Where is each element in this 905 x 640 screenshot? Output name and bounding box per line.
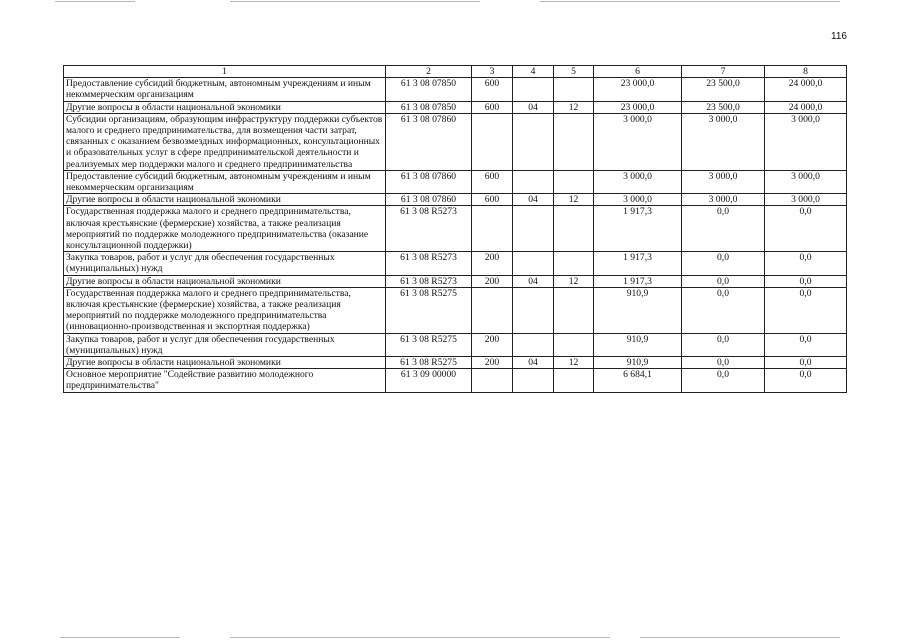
row-amount-year2-cell: 23 500,0 <box>682 78 765 101</box>
row-amount-year1-cell: 6 684,1 <box>594 369 682 392</box>
table-row <box>64 369 847 392</box>
row-name-cell: Другие вопросы в области национальной экономики <box>64 275 386 287</box>
page-number: 116 <box>831 31 847 42</box>
row-expense-type-cell: 200 <box>472 333 513 356</box>
row-amount-year2-cell: 0,0 <box>682 369 765 392</box>
table-row <box>64 275 847 287</box>
row-code-cell: 61 3 09 00000 <box>386 369 472 392</box>
row-expense-type-cell <box>472 287 513 333</box>
row-section-cell: 04 <box>513 275 554 287</box>
row-section-cell <box>513 369 554 392</box>
row-expense-type-cell: 600 <box>472 101 513 113</box>
row-name-cell: Основное мероприятие "Содействие развитию молодежного предпринимательства" <box>64 369 386 392</box>
row-expense-type-cell: 600 <box>472 78 513 101</box>
row-subsection-cell: 12 <box>554 101 594 113</box>
row-subsection-cell: 12 <box>554 275 594 287</box>
header-cell: 6 <box>594 66 682 78</box>
row-amount-year2-cell: 0,0 <box>682 252 765 275</box>
row-name-cell: Субсидии организациям, образующим инфраструктуру поддержки субъектов малого и среднего предпринимательства, для возмещения части затрат, связанных с оказанием безвозмездных информационных, консультационных и образовательных услуг в сфере предпринимательской деятельности и реализуемых мер поддержки малого и среднего предпринимательства <box>64 113 386 170</box>
row-subsection-cell <box>554 287 594 333</box>
row-amount-year1-cell: 910,9 <box>594 357 682 369</box>
row-name-cell: Предоставление субсидий бюджетным, автономным учреждениям и иным некоммерческим организациям <box>64 170 386 193</box>
scan-edge-bottom-left <box>60 637 180 638</box>
row-expense-type-cell: 600 <box>472 194 513 206</box>
row-code-cell: 61 3 08 07860 <box>386 113 472 170</box>
header-cell: 1 <box>64 66 386 78</box>
row-expense-type-cell: 600 <box>472 170 513 193</box>
row-amount-year3-cell: 24 000,0 <box>765 101 847 113</box>
row-section-cell <box>513 78 554 101</box>
row-subsection-cell <box>554 333 594 356</box>
row-amount-year2-cell: 0,0 <box>682 357 765 369</box>
header-cell: 7 <box>682 66 765 78</box>
row-amount-year1-cell: 910,9 <box>594 333 682 356</box>
row-amount-year3-cell: 24 000,0 <box>765 78 847 101</box>
header-cell: 4 <box>513 66 554 78</box>
row-amount-year1-cell: 3 000,0 <box>594 113 682 170</box>
row-section-cell <box>513 252 554 275</box>
row-amount-year1-cell: 910,9 <box>594 287 682 333</box>
table-row <box>64 252 847 275</box>
scan-edge-top-right <box>540 1 840 2</box>
row-name-cell: Государственная поддержка малого и среднего предпринимательства, включая крестьянские (фермерские) хозяйства, а также реализация мероприятий по поддержке молодежного предпринимательства (оказание консультационной поддержки) <box>64 206 386 252</box>
row-amount-year1-cell: 3 000,0 <box>594 194 682 206</box>
row-subsection-cell <box>554 170 594 193</box>
row-amount-year1-cell: 23 000,0 <box>594 78 682 101</box>
row-amount-year1-cell: 3 000,0 <box>594 170 682 193</box>
table-row <box>64 101 847 113</box>
header-cell: 8 <box>765 66 847 78</box>
row-code-cell: 61 3 08 07850 <box>386 78 472 101</box>
table-row <box>64 194 847 206</box>
row-code-cell: 61 3 08 R5275 <box>386 333 472 356</box>
header-cell: 3 <box>472 66 513 78</box>
row-name-cell: Закупка товаров, работ и услуг для обеспечения государственных (муниципальных) нужд <box>64 333 386 356</box>
row-subsection-cell: 12 <box>554 194 594 206</box>
row-name-cell: Другие вопросы в области национальной экономики <box>64 101 386 113</box>
header-cell: 5 <box>554 66 594 78</box>
row-amount-year3-cell: 0,0 <box>765 287 847 333</box>
row-subsection-cell <box>554 113 594 170</box>
row-code-cell: 61 3 08 07850 <box>386 101 472 113</box>
row-subsection-cell: 12 <box>554 357 594 369</box>
row-expense-type-cell: 200 <box>472 252 513 275</box>
row-section-cell <box>513 206 554 252</box>
row-expense-type-cell <box>472 113 513 170</box>
row-code-cell: 61 3 08 R5275 <box>386 357 472 369</box>
scan-edge-bottom-right <box>640 637 840 638</box>
row-code-cell: 61 3 08 R5273 <box>386 206 472 252</box>
row-section-cell: 04 <box>513 194 554 206</box>
table-row <box>64 113 847 170</box>
row-amount-year2-cell: 3 000,0 <box>682 170 765 193</box>
row-section-cell: 04 <box>513 357 554 369</box>
row-amount-year1-cell: 23 000,0 <box>594 101 682 113</box>
row-amount-year3-cell: 3 000,0 <box>765 170 847 193</box>
row-amount-year2-cell: 0,0 <box>682 333 765 356</box>
row-section-cell <box>513 333 554 356</box>
row-amount-year2-cell: 0,0 <box>682 287 765 333</box>
table-row <box>64 357 847 369</box>
table-row <box>64 333 847 356</box>
table-row <box>64 206 847 252</box>
table-row <box>64 170 847 193</box>
row-section-cell <box>513 287 554 333</box>
row-amount-year2-cell: 23 500,0 <box>682 101 765 113</box>
table-row <box>64 78 847 101</box>
row-name-cell: Другие вопросы в области национальной экономики <box>64 357 386 369</box>
row-amount-year2-cell: 0,0 <box>682 206 765 252</box>
header-row <box>64 66 847 78</box>
row-amount-year3-cell: 3 000,0 <box>765 194 847 206</box>
row-amount-year3-cell: 0,0 <box>765 333 847 356</box>
row-expense-type-cell: 200 <box>472 357 513 369</box>
row-amount-year3-cell: 0,0 <box>765 206 847 252</box>
row-subsection-cell <box>554 206 594 252</box>
row-subsection-cell <box>554 78 594 101</box>
row-amount-year2-cell: 0,0 <box>682 275 765 287</box>
row-section-cell <box>513 113 554 170</box>
row-name-cell: Предоставление субсидий бюджетным, автономным учреждениям и иным некоммерческим организациям <box>64 78 386 101</box>
scan-edge-top-mid <box>230 1 480 2</box>
row-amount-year1-cell: 1 917,3 <box>594 206 682 252</box>
row-expense-type-cell <box>472 206 513 252</box>
row-name-cell: Государственная поддержка малого и среднего предпринимательства, включая крестьянские (фермерские) хозяйства, а также реализация мероприятий по поддержке молодежного предпринимательства (инновационно-производственная и экспортная поддержка) <box>64 287 386 333</box>
row-subsection-cell <box>554 369 594 392</box>
row-amount-year3-cell: 0,0 <box>765 357 847 369</box>
row-subsection-cell <box>554 252 594 275</box>
row-amount-year2-cell: 3 000,0 <box>682 194 765 206</box>
row-code-cell: 61 3 08 R5275 <box>386 287 472 333</box>
row-code-cell: 61 3 08 R5273 <box>386 252 472 275</box>
row-expense-type-cell: 200 <box>472 275 513 287</box>
scan-edge-bottom-mid <box>230 637 610 638</box>
budget-table <box>63 65 847 393</box>
row-amount-year1-cell: 1 917,3 <box>594 275 682 287</box>
scan-edge-top-left <box>55 1 135 2</box>
row-amount-year2-cell: 3 000,0 <box>682 113 765 170</box>
row-amount-year3-cell: 3 000,0 <box>765 113 847 170</box>
row-name-cell: Закупка товаров, работ и услуг для обеспечения государственных (муниципальных) нужд <box>64 252 386 275</box>
row-amount-year3-cell: 0,0 <box>765 275 847 287</box>
row-section-cell: 04 <box>513 101 554 113</box>
row-expense-type-cell <box>472 369 513 392</box>
row-code-cell: 61 3 08 07860 <box>386 170 472 193</box>
row-code-cell: 61 3 08 07860 <box>386 194 472 206</box>
row-amount-year3-cell: 0,0 <box>765 252 847 275</box>
row-name-cell: Другие вопросы в области национальной экономики <box>64 194 386 206</box>
row-amount-year1-cell: 1 917,3 <box>594 252 682 275</box>
row-amount-year3-cell: 0,0 <box>765 369 847 392</box>
table-row <box>64 287 847 333</box>
row-section-cell <box>513 170 554 193</box>
header-cell: 2 <box>386 66 472 78</box>
row-code-cell: 61 3 08 R5273 <box>386 275 472 287</box>
